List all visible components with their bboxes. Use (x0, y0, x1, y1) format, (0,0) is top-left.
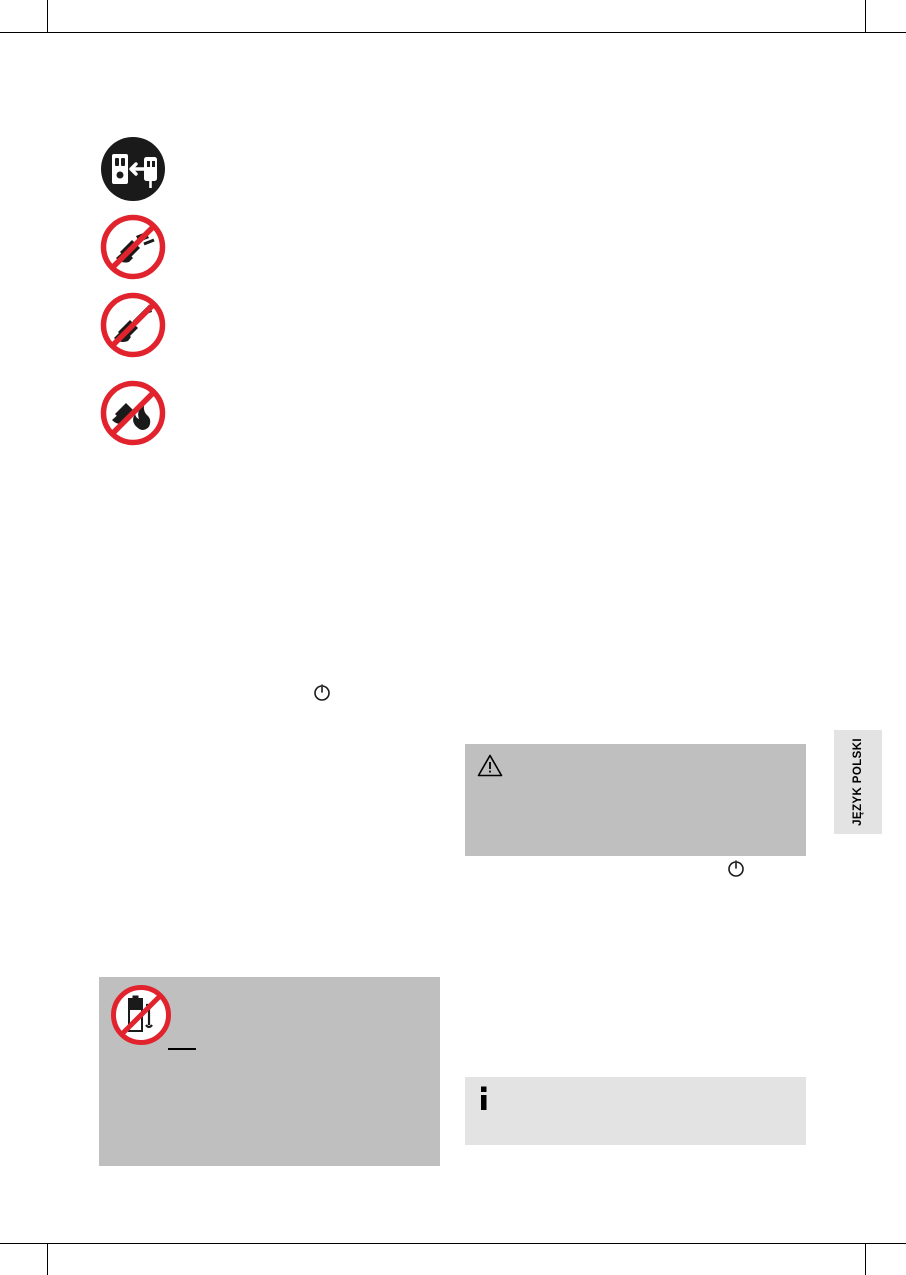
crop-mark-bottom-left (47, 1244, 48, 1275)
safety-icon-column (100, 136, 180, 452)
information-note (465, 1077, 806, 1145)
power-standby-symbol-note (726, 858, 746, 878)
page-bottom-rule (0, 1243, 906, 1244)
crop-mark-top-right (865, 0, 866, 32)
page-top-rule (0, 32, 906, 33)
no-disassembly-icon (100, 214, 166, 280)
battery-note-underline (168, 1048, 196, 1050)
warning-triangle-icon (477, 754, 501, 776)
no-fire-icon (100, 380, 166, 446)
unplug-before-service-icon (100, 136, 166, 202)
battery-warning-note (99, 977, 440, 1166)
no-sharp-objects-icon (100, 292, 166, 358)
information-icon (477, 1086, 489, 1110)
language-tab (834, 730, 882, 834)
crop-mark-bottom-right (865, 1244, 866, 1275)
crop-mark-top-left (47, 0, 48, 32)
language-tab-label: JĘZYK POLSKI (852, 738, 864, 826)
caution-note (465, 744, 806, 856)
no-battery-disposal-icon (105, 981, 177, 1054)
power-standby-symbol-body (312, 682, 332, 702)
